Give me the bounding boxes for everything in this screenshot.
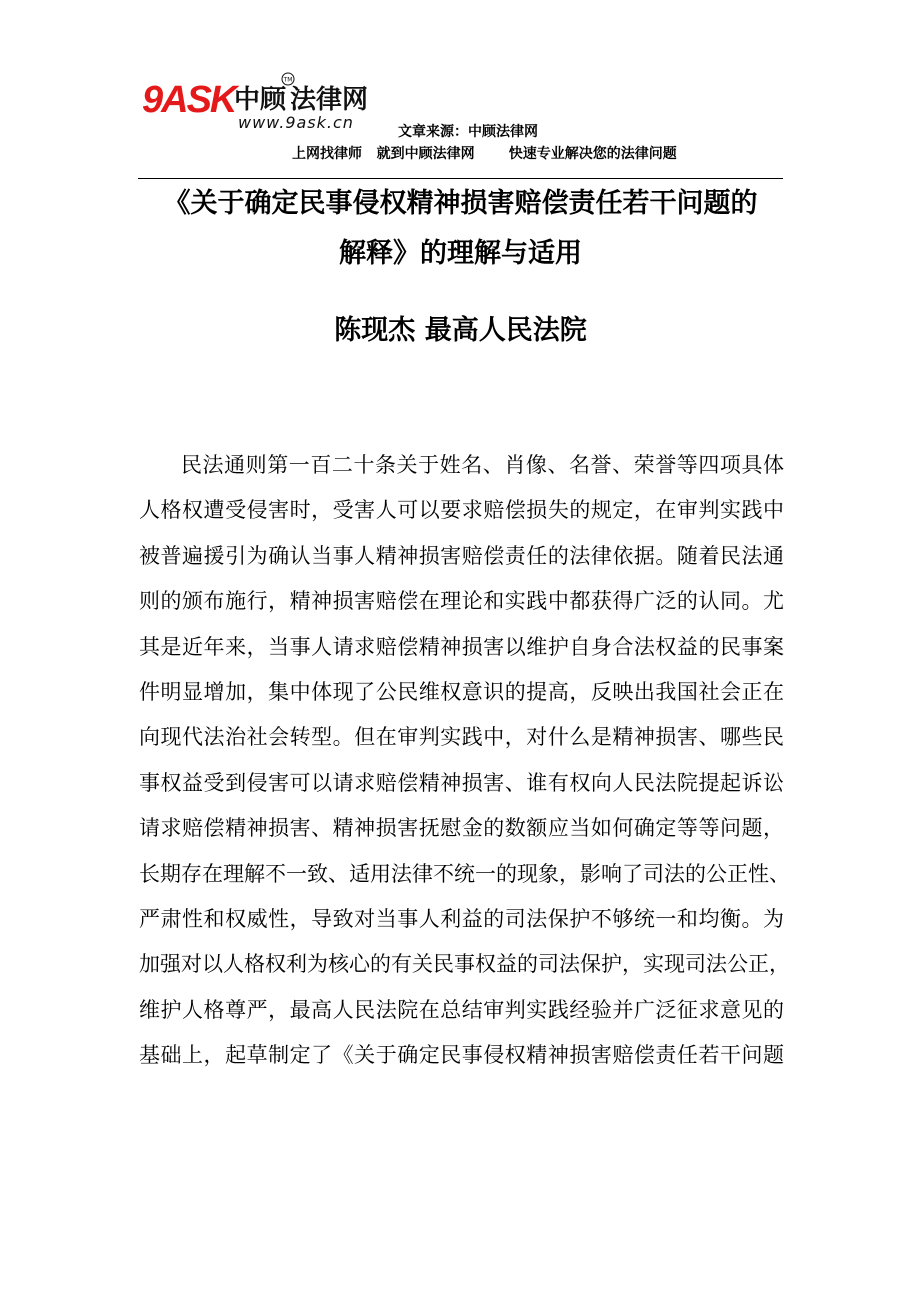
body-line: 向现代法治社会转型。但在审判实践中，对什么是精神损害、哪些民 xyxy=(139,725,784,750)
logo-tm: TM xyxy=(283,76,293,84)
body-line: 严肃性和权威性，导致对当事人利益的司法保护不够统一和均衡。为 xyxy=(139,906,784,931)
article-author: 陈现杰 最高人民法院 xyxy=(334,315,587,346)
body-line: 其是近年来，当事人请求赔偿精神损害以维护自身合法权益的民事案 xyxy=(139,634,784,659)
article-body xyxy=(139,443,790,1078)
body-line: 件明显增加，集中体现了公民维权意识的提高，反映出我国社会正在 xyxy=(139,679,784,704)
logo-name-cn-2: 法律网 xyxy=(290,85,369,115)
article-source: 文章来源：中顾法律网 xyxy=(398,124,538,140)
logo-mark: 9ASK xyxy=(142,79,236,121)
body-line: 人格权遭受侵害时，受害人可以要求赔偿损失的规定，在审判实践中 xyxy=(139,498,784,523)
body-line: 民法通则第一百二十条关于姓名、肖像、名誉、荣誉等四项具体 xyxy=(181,453,784,477)
site-logo[interactable] xyxy=(140,72,380,134)
body-line: 长期存在理解不一致、适用法律不统一的现象，影响了司法的公正性、 xyxy=(139,861,790,886)
logo-url: www.9ask.cn xyxy=(238,113,354,132)
article-title-line2: 解释》的理解与适用 xyxy=(339,238,582,269)
body-line: 则的颁布施行，精神损害赔偿在理论和实践中都获得广泛的认同。尤 xyxy=(139,589,784,614)
body-line: 加强对以人格权利为核心的有关民事权益的司法保护，实现司法公正， xyxy=(139,952,790,977)
header-divider xyxy=(138,178,783,179)
site-slogan: 上网找律师 就到中顾法律网 快速专业解决您的法律问题 xyxy=(292,146,677,162)
logo-name-cn-1: 中顾 xyxy=(234,85,287,115)
body-line: 基础上，起草制定了《关于确定民事侵权精神损害赔偿责任若干问题 xyxy=(139,1043,784,1068)
article-title-line1: 《关于确定民事侵权精神损害赔偿责任若干问题的 xyxy=(163,188,758,219)
body-line: 事权益受到侵害可以请求赔偿精神损害、谁有权向人民法院提起诉讼 xyxy=(139,770,784,795)
body-line: 请求赔偿精神损害、精神损害抚慰金的数额应当如何确定等等问题， xyxy=(139,816,784,841)
body-line: 维护人格尊严，最高人民法院在总结审判实践经验并广泛征求意见的 xyxy=(139,997,784,1022)
body-line: 被普遍援引为确认当事人精神损害赔偿责任的法律依据。随着民法通 xyxy=(139,543,784,568)
